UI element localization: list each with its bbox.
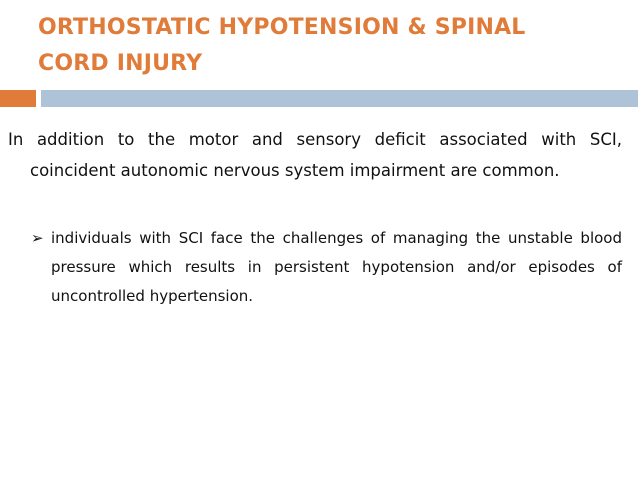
arrow-bullet-icon: ➢ — [31, 229, 44, 247]
title-divider-bar — [41, 90, 638, 107]
body-paragraph: In addition to the motor and sensory deficit associated with SCI, coincident autonomic nervous system impairment are common. — [8, 130, 622, 180]
title-divider-accent — [0, 90, 36, 107]
slide-title-line-1: ORTHOSTATIC HYPOTENSION & SPINAL — [38, 15, 526, 40]
slide-title-line-2: CORD INJURY — [38, 51, 203, 76]
sub-bullet-item — [31, 224, 622, 311]
slide-title — [38, 10, 618, 82]
sub-bullet-text: individuals with SCI face the challenges of managing the unstable blood pressure which results in persistent hypotension and/or episodes of uncontrolled hypertension. — [51, 229, 622, 305]
